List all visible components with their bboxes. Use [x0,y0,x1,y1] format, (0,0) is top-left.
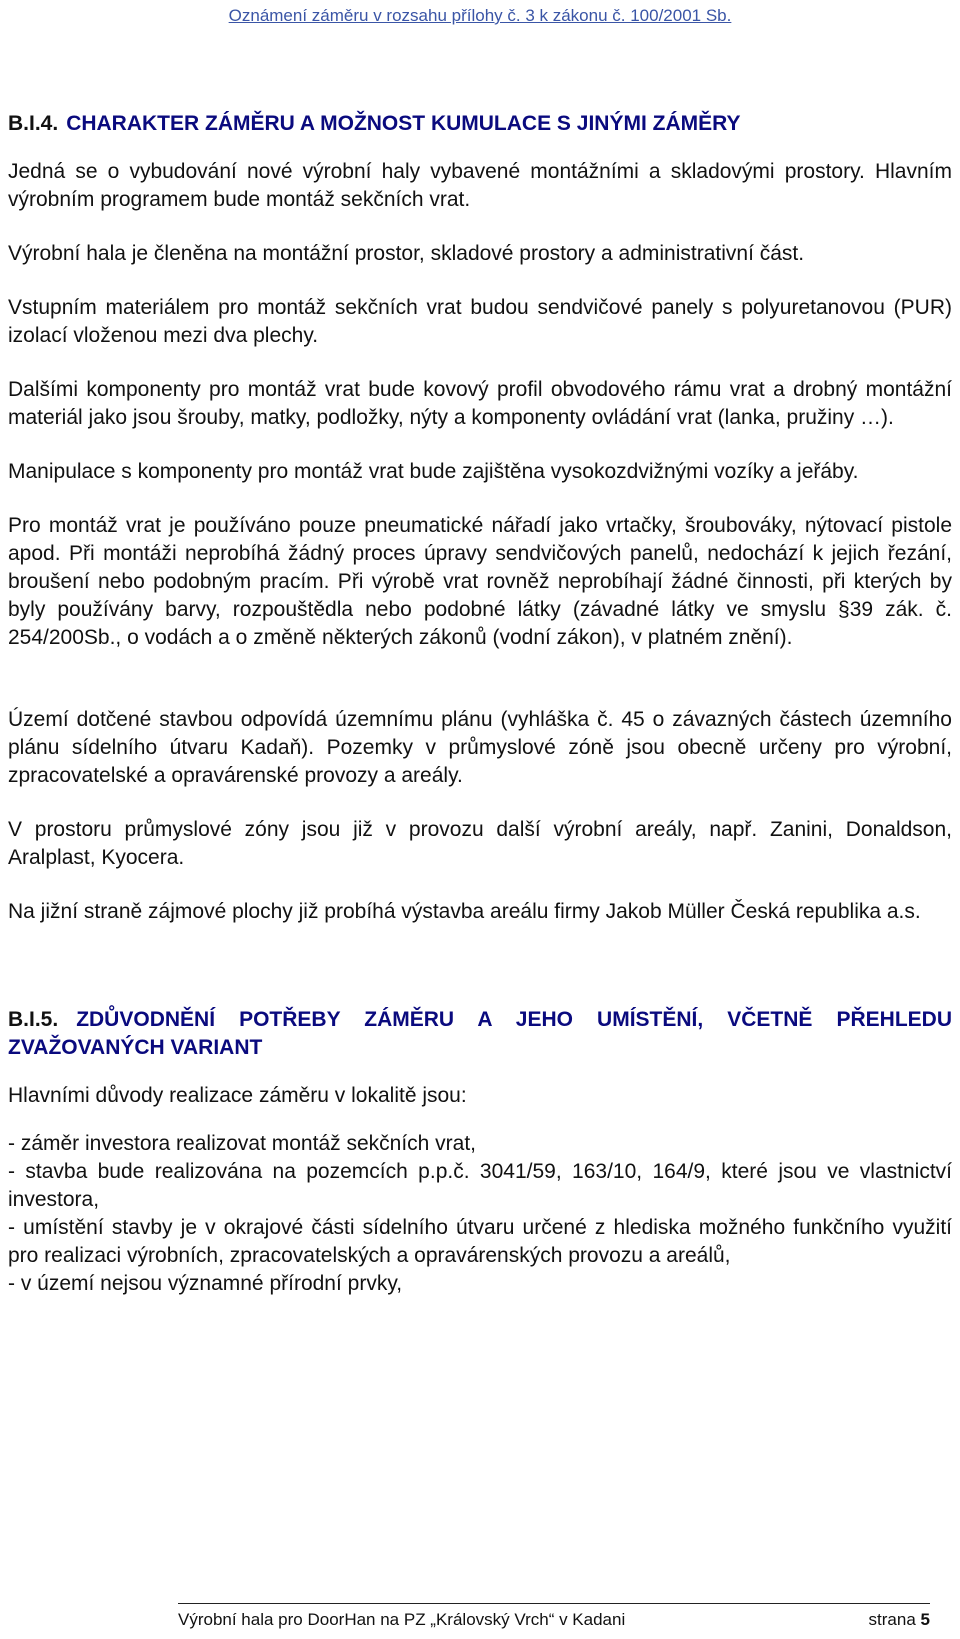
paragraph: Jedná se o vybudování nové výrobní haly vybavené montážními a skladovými prostory. Hlavním výrobním programem bude montáž sekčních vrat. [8,160,952,211]
paragraph: Výrobní hala je členěna na montážní prostor, skladové prostory a administrativní část. [8,242,805,265]
paragraph: Na jižní straně zájmové plochy již probíhá výstavba areálu firmy Jakob Müller Česká republika a.s. [8,900,921,923]
section-title: CHARAKTER ZÁMĚRU A MOŽNOST KUMULACE S JINÝMI ZÁMĚRY [66,112,741,135]
list-item: - záměr investora realizovat montáž sekčních vrat, [8,1132,477,1155]
section-code: B.I.4. [8,112,59,135]
page-number [869,1610,930,1630]
section-heading-b-i-4 [8,110,952,138]
page-header: Oznámení záměru v rozsahu přílohy č. 3 k zákonu č. 100/2001 Sb. [228,6,732,25]
section-code: B.I.5. [8,1008,59,1031]
document-body [8,110,952,1298]
reasons-list [8,1130,952,1298]
section-title: ZDŮVODNĚNÍ POTŘEBY ZÁMĚRU A JEHO UMÍSTĚNÍ, VČETNĚ PŘEHLEDU ZVAŽOVANÝCH VARIANT [8,1008,952,1059]
section-heading-b-i-5 [8,1006,952,1062]
page-label: strana [868,1610,916,1629]
paragraph: Vstupním materiálem pro montáž sekčních vrat budou sendvičové panely s polyuretanovou (PUR) izolací vloženou mezi dva plechy. [8,296,952,347]
paragraph: Hlavními důvody realizace záměru v lokalitě jsou: [8,1084,467,1107]
list-item: - v území nejsou významné přírodní prvky, [8,1272,403,1295]
paragraph: V prostoru průmyslové zóny jsou již v provozu další výrobní areály, např. Zanini, Donaldson, Aralplast, Kyocera. [8,818,952,869]
list-item: - umístění stavby je v okrajové části sídelního útvaru určené z hlediska možného funkčního využití pro realizaci výrobních, zpracovatelských a opravárenských provozu a areálů, [8,1216,952,1267]
footer-title: Výrobní hala pro DoorHan na PZ „Královský Vrch“ v Kadani [178,1610,626,1629]
paragraph: Pro montáž vrat je používáno pouze pneumatické nářadí jako vrtačky, šroubováky, nýtovací pistole apod. Při montáži neprobíhá žádný proces úpravy sendvičových panelů, nedochází k jejich řezání, broušení nebo podobným pracím. Při výrobě vrat rovněž neprobíhají žádné činnosti, při kterých by byly používány barvy, rozpouštědla nebo podobné látky (závadné látky ve smyslu §39 zák. č. 254/200Sb., o vodách a o změně některých zákonů (vodní zákon), v platném znění). [8,514,952,649]
paragraph: Manipulace s komponenty pro montáž vrat bude zajištěna vysokozdvižnými vozíky a jeřáby. [8,460,859,483]
paragraph: Území dotčené stavbou odpovídá územnímu plánu (vyhláška č. 45 o závazných částech územního plánu sídelního útvaru Kadaň). Pozemky v průmyslové zóně jsou obecně určeny pro výrobní, zpracovatelské a opravárenské provozy a areály. [8,708,952,787]
paragraph: Dalšími komponenty pro montáž vrat bude kovový profil obvodového rámu vrat a drobný montážní materiál jako jsou šrouby, matky, podložky, nýty a komponenty ovládání vrat (lanka, pružiny …). [8,378,952,429]
footer-divider [178,1603,930,1604]
list-item: - stavba bude realizována na pozemcích p.p.č. 3041/59, 163/10, 164/9, které jsou ve vlastnictví investora, [8,1160,952,1211]
page-footer [178,1610,930,1630]
page-number-value: 5 [920,1610,930,1629]
